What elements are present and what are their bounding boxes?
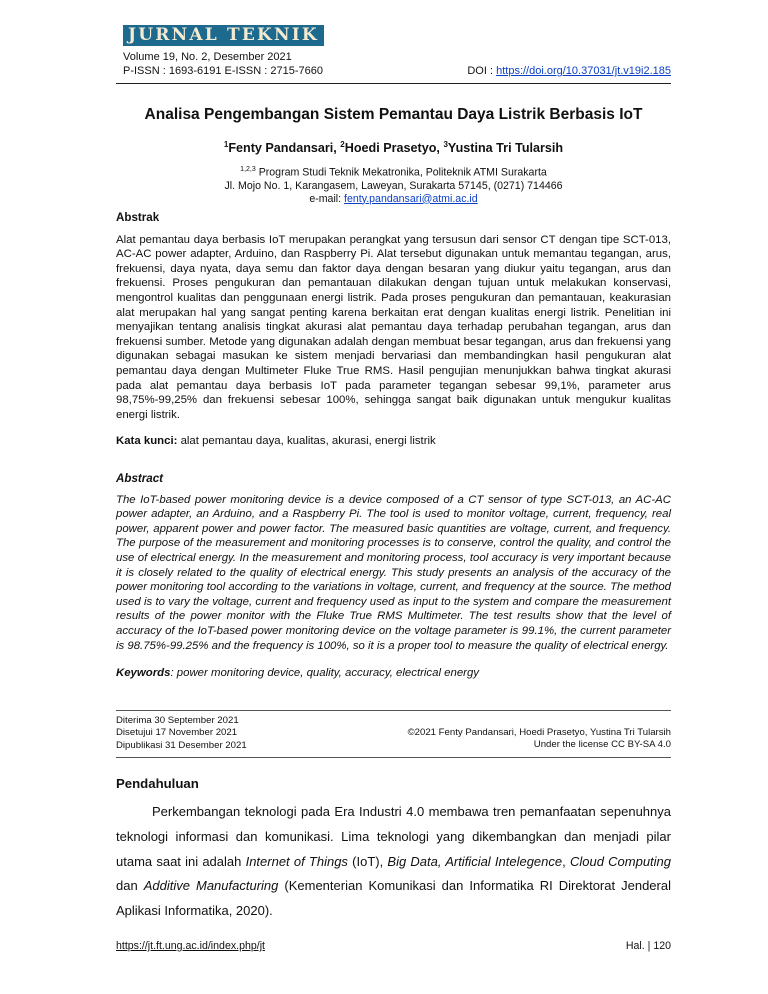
copyright-text: ©2021 Fenty Pandansari, Hoedi Prasetyo, Yustina Tri Tularsih bbox=[407, 727, 671, 738]
author-sup: 3 bbox=[443, 140, 448, 149]
paper-title: Analisa Pengembangan Sistem Pemantau Daya Listrik Berbasis IoT bbox=[144, 106, 643, 123]
intro-heading: Pendahuluan bbox=[116, 776, 199, 791]
header-divider bbox=[116, 83, 671, 84]
author-sup: 2 bbox=[340, 140, 345, 149]
abstract-section bbox=[116, 472, 671, 681]
intro-term: Additive Manufacturing bbox=[143, 878, 279, 894]
issn-text: P-ISSN : 1693-6191 E-ISSN : 2715-7660 bbox=[123, 65, 323, 77]
intro-term: Internet of Things bbox=[245, 853, 348, 869]
keywords bbox=[116, 666, 671, 681]
abstrak-section bbox=[116, 211, 671, 449]
keywords-label: Keywords bbox=[116, 667, 171, 680]
affiliation-address: Jl. Mojo No. 1, Karangasem, Laweyan, Surakarta 57145, (0271) 714466 bbox=[224, 179, 563, 192]
keywords-text: : power monitoring device, quality, accuracy, electrical energy bbox=[170, 667, 479, 680]
journal-info bbox=[123, 50, 323, 78]
meta-divider-top bbox=[116, 710, 671, 711]
intro-text: dan bbox=[116, 878, 144, 894]
journal-url-link[interactable]: https://jt.ft.ung.ac.id/index.php/jt bbox=[116, 940, 265, 952]
approved-date: Disetujui 17 November 2021 bbox=[116, 727, 238, 739]
abstract-body: The IoT-based power monitoring device is a device composed of a CT sensor of type SCT-013, an AC-AC power adapter, an Arduino, and a Raspberry Pi. The tool is used to monitor voltage, current, frequency, real power, apparent power and power factor. The measured basic quantities are voltage, current, and frequency. The purpose of the measurement and monitoring processes is to conserve, control the quality, and control the use of electrical energy. In the measurement and monitoring process, tool accuracy is very important because it is closely related to the quality of electrical energy. This study presents an analysis of the accuracy of the power monitoring tool according to the variations in voltage, current, and frequency at the source. The method used is to vary the voltage, current and frequency used as input to the system and compare the measurement results of the power monitor with the Fluke True RMS Multimeter. The test results show that the level of accuracy of the IoT-based power monitoring device on the voltage parameter is 99.1%, the current parameter is 98.75%-99.25% and the frequency is 100%, so it is a proper tool to measure the quality of electrical energy. bbox=[116, 493, 671, 652]
author-name: Yustina Tri Tularsih bbox=[447, 141, 564, 156]
affiliation-program bbox=[116, 163, 671, 180]
page-number: Hal. | 120 bbox=[625, 940, 671, 952]
doi-link[interactable]: https://doi.org/10.37031/jt.v19i2.185 bbox=[496, 65, 671, 77]
license-text: Under the license CC BY-SA 4.0 bbox=[533, 739, 671, 751]
kata-kunci-text: alat pemantau daya, kualitas, akurasi, energi listrik bbox=[177, 435, 436, 448]
doi-line bbox=[467, 64, 671, 78]
email-label: e-mail: bbox=[309, 192, 345, 205]
intro-text: Perkembangan teknologi pada Era Industri 4.0 membawa tren pemanfaatan sepenuhnya teknologi informasi dan komunikasi. Lima teknologi yang dikembangkan dan menjadi pilar utama saat ini adalah bbox=[116, 804, 671, 869]
published-date: Dipublikasi 31 Desember 2021 bbox=[116, 739, 247, 751]
abstrak-heading: Abstrak bbox=[116, 211, 160, 224]
kata-kunci bbox=[116, 434, 671, 449]
affiliation bbox=[116, 163, 671, 206]
intro-text: , bbox=[562, 853, 570, 869]
author-name: Fenty Pandansari, bbox=[228, 141, 341, 156]
abstract-heading: Abstract bbox=[116, 472, 164, 485]
intro-text: (Kementerian Komunikasi dan Informatika RI Direktorat Jenderal Aplikasi Informatika, 2020). bbox=[116, 878, 671, 919]
affiliation-sup: 1,2,3 bbox=[240, 166, 256, 173]
author-name: Hoedi Prasetyo, bbox=[344, 141, 444, 156]
affiliation-email-line bbox=[116, 193, 671, 206]
intro-paragraph bbox=[116, 800, 671, 924]
doi-label: DOI : bbox=[467, 65, 497, 77]
kata-kunci-label: Kata kunci: bbox=[116, 435, 178, 448]
intro-term: Big Data, Artificial Intelegence bbox=[387, 853, 563, 869]
author-list bbox=[116, 140, 671, 155]
received-date: Diterima 30 September 2021 bbox=[116, 715, 239, 726]
volume-text: Volume 19, No. 2, Desember 2021 bbox=[123, 51, 292, 63]
email-link[interactable]: fenty.pandansari@atmi.ac.id bbox=[344, 192, 478, 205]
affiliation-program-text: Program Studi Teknik Mekatronika, Politeknik ATMI Surakarta bbox=[255, 166, 547, 179]
author-sup: 1 bbox=[223, 140, 229, 149]
abstrak-body: Alat pemantau daya berbasis IoT merupakan perangkat yang tersusun dari sensor CT dengan tipe SCT-013, AC-AC power adapter, Arduino, dan Raspberry Pi. Alat tersebut digunakan untuk memantau tegangan, arus, frekuensi, daya nyata, daya semu dan faktor daya dengan besaran yang diukur yaitu tegangan, arus dan frekuensi. Proses pengukuran dan pemantauan dilakukan dengan tujuan untuk melakukan konservasi, mengontrol kualitas dan penggunaan energi listrik. Pada proses pengukuran dan pemantauan, keakurasian alat merupakan hal yang sangat penting karena berkaitan erat dengan kualitas energi listrik. Penelitian ini menyajikan tentang analisis tingkat akurasi alat pemantau daya terhadap perubahan tegangan, arus dan frekuensi sumber. Metode yang digunakan adalah dengan membuat besar tegangan, arus dan frekuensi yang digunakan sebagai masukan ke sistem menjadi bervariasi dan membandingkan hasil pengukuran alat pemantau daya dengan Multimeter Fluke True RMS. Hasil pengujian menunjukkan bahwa tingkat akurasi pada alat pemantau daya berbasis IoT pada parameter tegangan sebesar 99,1%, parameter arus 98,75%-99,25% dan frekuensi sebesar 100%, sehingga sangat baik digunakan untuk mengukur kualitas energi listrik. bbox=[116, 233, 671, 421]
journal-logo: JURNAL TEKNIK bbox=[123, 25, 324, 46]
intro-term: Cloud Computing bbox=[569, 853, 672, 869]
copyright-block bbox=[408, 727, 671, 752]
publication-dates bbox=[116, 715, 247, 752]
intro-text: (IoT), bbox=[347, 853, 388, 869]
meta-divider-bottom bbox=[116, 757, 671, 758]
